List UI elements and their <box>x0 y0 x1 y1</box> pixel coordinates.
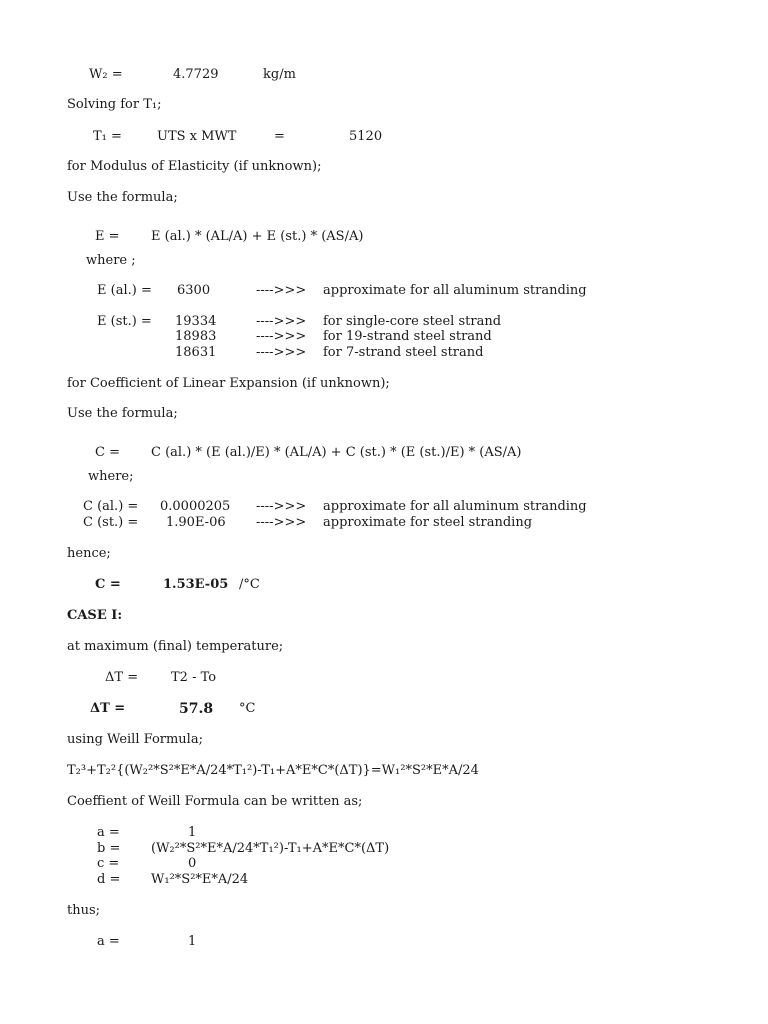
w2-unit: kg/m <box>263 67 296 82</box>
c-formula-expr: C (al.) * (E (al.)/E) * (AL/A) + C (st.) * (E (st.)/E) * (AS/A) <box>151 445 522 460</box>
coefficient-heading: for Coefficient of Linear Expansion (if unknown); <box>67 376 390 391</box>
c-result-unit: /°C <box>239 577 260 592</box>
solving-t1-heading: Solving for T₁; <box>67 97 162 112</box>
dt-result-unit: °C <box>239 701 256 716</box>
c-formula-label: C = <box>95 445 120 460</box>
e-st-arrow-1: ---->>> <box>256 314 307 329</box>
weill-equation: T₂³+T₂²{(W₂²*S²*E*A/24*T₁²)-T₁+A*E*C*(ΔT)}=W₁²*S²*E*A/24 <box>67 763 479 778</box>
c-al-arrow: ---->>> <box>256 499 307 514</box>
e-formula-expr: E (al.) * (AL/A) + E (st.) * (AS/A) <box>151 229 364 244</box>
w2-value: 4.7729 <box>173 67 219 82</box>
dt-formula-expr: T2 - To <box>171 670 217 685</box>
t1-expr: UTS x MWT <box>157 129 237 144</box>
where-2: where; <box>88 469 134 484</box>
e-st-arrow-3: ---->>> <box>256 345 307 360</box>
e-st-label: E (st.) = <box>97 314 152 329</box>
coef-b-value: (W₂²*S²*E*A/24*T₁²)-T₁+A*E*C*(ΔT) <box>151 841 390 856</box>
c-al-label: C (al.) = <box>83 499 139 514</box>
t1-value: 5120 <box>349 129 383 144</box>
e-st-value-1: 19334 <box>175 314 217 329</box>
using-weill-text: using Weill Formula; <box>67 732 203 747</box>
coef-d-label: d = <box>97 872 121 887</box>
coef-a-value: 1 <box>188 825 197 840</box>
c-st-note: approximate for steel stranding <box>323 515 533 530</box>
w2-label: W₂ = <box>89 67 123 82</box>
coef-a-label: a = <box>97 825 120 840</box>
c-result-value: 1.53E-05 <box>163 577 229 592</box>
c-st-label: C (st.) = <box>83 515 139 530</box>
dt-formula-label: ΔT = <box>105 670 139 685</box>
c-st-value: 1.90E-06 <box>166 515 226 530</box>
coef-c-value: 0 <box>188 856 197 871</box>
e-st-note-2: for 19-strand steel strand <box>323 329 492 344</box>
coef-b-label: b = <box>97 841 121 856</box>
c-result-label: C = <box>95 577 121 592</box>
c-st-arrow: ---->>> <box>256 515 307 530</box>
e-st-note-3: for 7-strand steel strand <box>323 345 484 360</box>
where-1: where ; <box>86 253 136 268</box>
thus: thus; <box>67 903 101 918</box>
e-formula-label: E = <box>95 229 120 244</box>
dt-result-label: ΔT = <box>90 701 126 716</box>
c-al-value: 0.0000205 <box>160 499 231 514</box>
modulus-heading: for Modulus of Elasticity (if unknown); <box>67 159 322 174</box>
t1-label: T₁ = <box>93 129 122 144</box>
a-final-value: 1 <box>188 934 197 949</box>
hence: hence; <box>67 546 111 561</box>
e-st-value-3: 18631 <box>175 345 217 360</box>
coef-d-value: W₁²*S²*E*A/24 <box>151 872 249 887</box>
dt-result-value: 57.8 <box>179 701 214 717</box>
e-al-note: approximate for all aluminum stranding <box>323 283 587 298</box>
e-st-note-1: for single-core steel strand <box>323 314 502 329</box>
e-st-value-2: 18983 <box>175 329 217 344</box>
coef-c-label: c = <box>97 856 120 871</box>
use-formula-1: Use the formula; <box>67 190 178 205</box>
e-st-arrow-2: ---->>> <box>256 329 307 344</box>
case-heading: CASE I: <box>67 608 123 623</box>
max-temp-text: at maximum (final) temperature; <box>67 639 284 654</box>
e-al-label: E (al.) = <box>97 283 152 298</box>
c-al-note: approximate for all aluminum stranding <box>323 499 587 514</box>
weill-coefficient-heading: Coeffient of Weill Formula can be written as; <box>67 794 363 809</box>
a-final-label: a = <box>97 934 120 949</box>
e-al-arrow: ---->>> <box>256 283 307 298</box>
e-al-value: 6300 <box>177 283 211 298</box>
t1-equals: = <box>274 129 285 144</box>
use-formula-2: Use the formula; <box>67 406 178 421</box>
